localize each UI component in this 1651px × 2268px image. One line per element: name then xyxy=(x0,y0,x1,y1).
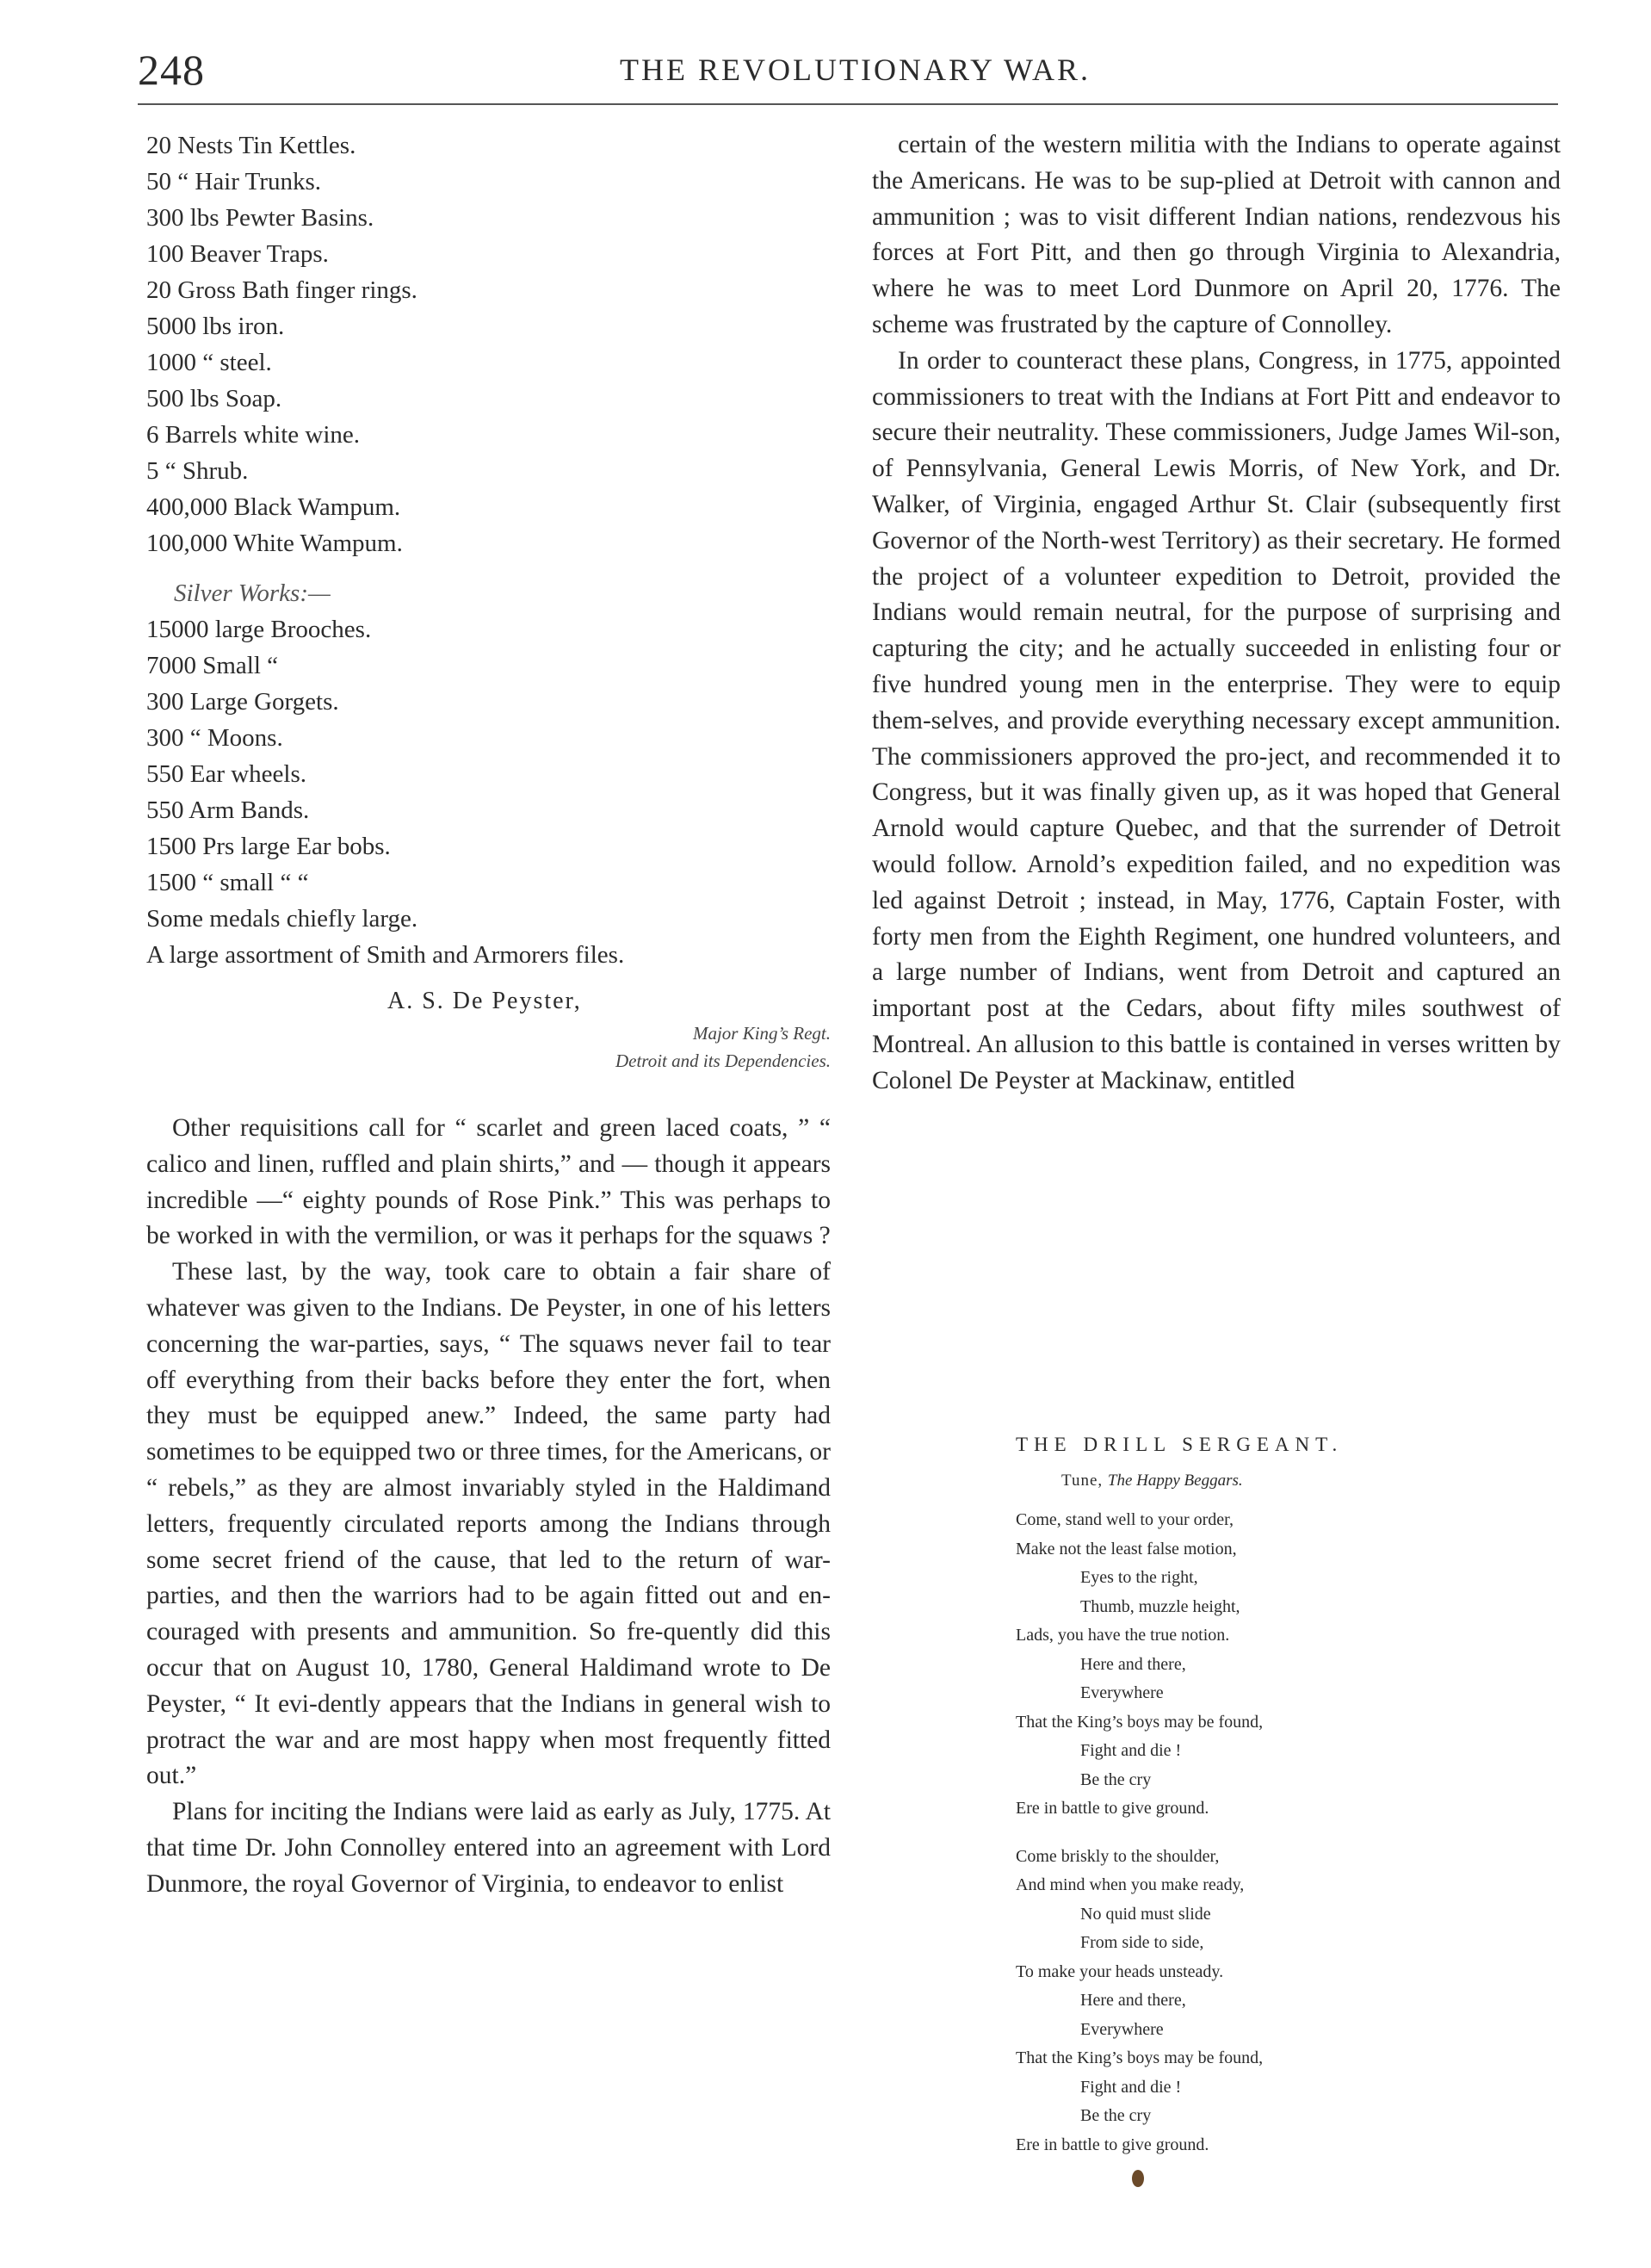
page-number: 248 xyxy=(138,46,205,94)
poem-line: No quid must slide xyxy=(1080,1904,1211,1924)
poem-tune-label: Tune, xyxy=(1061,1472,1104,1490)
left-column xyxy=(146,127,831,1903)
poem-line: Lads, you have the true notion. xyxy=(1016,1626,1230,1645)
poem-line: That the King’s boys may be found, xyxy=(1016,2048,1264,2067)
ornament-mark xyxy=(1132,2170,1144,2187)
inventory-item: 100,000 White Wampum. xyxy=(146,530,403,557)
poem-line: Eyes to the right, xyxy=(1080,1568,1198,1587)
paragraph: certain of the western militia with the Indians to operate against the Americans. He was to be sup-plied at Detroit with cannon and ammunition ; was to visit different Indian nations, rendezvous his forces at Fort Pitt, and then go through Virginia to Alexandria, where he was to meet Lord Dunmore on April 20, 1776. The scheme was frustrated by the capture of Connolley. xyxy=(872,131,1561,338)
silver-works-list xyxy=(146,611,831,973)
poem-stanza xyxy=(1016,1506,1429,1824)
poem-line: Fight and die ! xyxy=(1080,2077,1182,2097)
signature-rank: Major King’s Regt. xyxy=(692,1023,831,1044)
paragraph: In order to counteract these plans, Congress, in 1775, appointed commissioners to treat with the Indians at Fort Pitt and endeavor to secure their neutrality. These commissioners, Judge James Wil-son, of Pennsylvania, General Lewis Morris, of New York, and Dr. Walker, of Virginia, engaged Arthur St. Clair (subsequently first Governor of the North-west Territory) as their secretary. He formed the project of a volunteer expedition to Detroit, provided the Indians would remain neutral, for the purpose of surprising and capturing the city; and he actually succeeded in enlisting four or five hundred young men in the enterprise. They were to equip them-selves, and provide everything necessary except ammunition. The commissioners approved the pro-ject, and recommended it to Congress, but it was finally given up, as it was hoped that General Arnold would capture Quebec, and that the surrender of Detroit would follow. Arnold’s expedition failed, and no expedition was led against Detroit ; instead, in May, 1776, Captain Foster, with forty men from the Eighth Regiment, one hundred volunteers, and a large number of Indians, went from Detroit and captured an important post at the Cedars, about fifty miles southwest of Montreal. An allusion to this battle is contained in verses written by Colonel De Peyster at Mackinaw, entitled xyxy=(872,346,1561,1094)
inventory-item: 500 lbs Soap. xyxy=(146,385,282,412)
silver-works-item: 7000 Small “ xyxy=(146,652,279,679)
inventory-item: 20 Gross Bath finger rings. xyxy=(146,276,417,304)
poem-line: Be the cry xyxy=(1080,1769,1152,1789)
poem-line: Ere in battle to give ground. xyxy=(1016,2135,1209,2154)
poem-line: And mind when you make ready, xyxy=(1016,1875,1245,1894)
running-header xyxy=(138,45,1558,105)
paragraph: These last, by the way, took care to obtain a fair share of whatever was given to the Indians. De Peyster, in one of his letters concerning the war-parties, says, “ The squaws never fail to tear off everything from their backs before they enter the fort, when they must be equipped anew.” Indeed, the same party had sometimes to be equipped two or three times, for the Americans, or “ rebels,” as they are almost invariably styled in the Haldimand letters, frequently circulated reports among the Indians through some secret friend of the cause, that led to the return of war-parties, and then the warriors had to be again fitted out and en-couraged with presents and ammunition. So fre-quently did this occur that on August 10, 1780, General Haldimand wrote to De Peyster, “ It evi-dently appears that the Indians in general wish to protract the war and are most happy when most frequently fitted out.” xyxy=(146,1258,831,1790)
inventory-item: 300 lbs Pewter Basins. xyxy=(146,204,374,232)
inventory-item: 20 Nests Tin Kettles. xyxy=(146,132,356,159)
silver-works-item: Some medals chiefly large. xyxy=(146,905,418,933)
inventory-list xyxy=(146,127,831,561)
signature-post: Detroit and its Dependencies. xyxy=(615,1050,831,1071)
poem-line: Come briskly to the shoulder, xyxy=(1016,1846,1220,1866)
header-rule xyxy=(138,103,1558,105)
paragraph: Plans for inciting the Indians were laid as early as July, 1775. At that time Dr. John Connolley entered into an agreement with Lord Dunmore, the royal Governor of Virginia, to endeavor to enlist xyxy=(146,1798,831,1898)
silver-works-item: 550 Arm Bands. xyxy=(146,796,310,824)
inventory-item: 50 “ Hair Trunks. xyxy=(146,168,322,195)
paragraph: Other requisitions call for “ scarlet and green laced coats, ” “ calico and linen, ruffled and plain shirts,” and — though it appears incredible —“ eighty pounds of Rose Pink.” This was perhaps to be worked in with the vermilion, or was it perhaps for the squaws ? xyxy=(146,1114,831,1250)
silver-works-item: 1500 Prs large Ear bobs. xyxy=(146,833,391,860)
silver-works-item: 300 “ Moons. xyxy=(146,724,283,752)
silver-works-item: 300 Large Gorgets. xyxy=(146,688,339,716)
inventory-item: 5000 lbs iron. xyxy=(146,313,285,340)
poem-stanza xyxy=(1016,1843,1429,2160)
signature-name: A. S. De Peyster, xyxy=(387,988,582,1014)
poem-line: That the King’s boys may be found, xyxy=(1016,1712,1264,1732)
poem-line: Come, stand well to your order, xyxy=(1016,1510,1234,1529)
inventory-item: 6 Barrels white wine. xyxy=(146,421,361,449)
poem-line: Here and there, xyxy=(1080,1654,1186,1674)
poem-title: THE DRILL SERGEANT. xyxy=(1016,1434,1344,1455)
poem-tune-name: The Happy Beggars. xyxy=(1107,1472,1243,1490)
inventory-item: 100 Beaver Traps. xyxy=(146,240,329,268)
poem-tune xyxy=(1061,1472,1429,1490)
poem-stanzas xyxy=(1016,1506,1429,2160)
silver-works-item: A large assortment of Smith and Armorers files. xyxy=(146,941,625,969)
poem-line: Fight and die ! xyxy=(1080,1741,1182,1760)
inventory-item: 1000 “ steel. xyxy=(146,349,272,376)
poem-line: Everywhere xyxy=(1080,2019,1164,2039)
poem-line: Thumb, muzzle height, xyxy=(1080,1596,1240,1616)
inventory-item: 400,000 Black Wampum. xyxy=(146,493,401,521)
silver-works-title: Silver Works:— xyxy=(174,579,331,607)
poem-line: Be the cry xyxy=(1080,2106,1152,2125)
silver-works-item: 1500 “ small “ “ xyxy=(146,869,309,896)
poem-line: Make not the least false motion, xyxy=(1016,1539,1237,1558)
poem-drill-sergeant xyxy=(1016,1434,1429,2178)
right-column xyxy=(872,127,1561,1100)
poem-line: To make your heads unsteady. xyxy=(1016,1961,1224,1981)
poem-line: Ere in battle to give ground. xyxy=(1016,1799,1209,1818)
silver-works-item: 550 Ear wheels. xyxy=(146,760,307,788)
poem-line: Everywhere xyxy=(1080,1683,1164,1702)
silver-works-item: 15000 large Brooches. xyxy=(146,616,372,643)
inventory-item: 5 “ Shrub. xyxy=(146,457,249,485)
poem-line: Here and there, xyxy=(1080,1991,1186,2010)
right-body-text xyxy=(872,127,1561,1100)
poem-line: From side to side, xyxy=(1080,1933,1204,1952)
running-title: THE REVOLUTIONARY WAR. xyxy=(620,53,1091,87)
left-body-text xyxy=(146,1111,831,1903)
